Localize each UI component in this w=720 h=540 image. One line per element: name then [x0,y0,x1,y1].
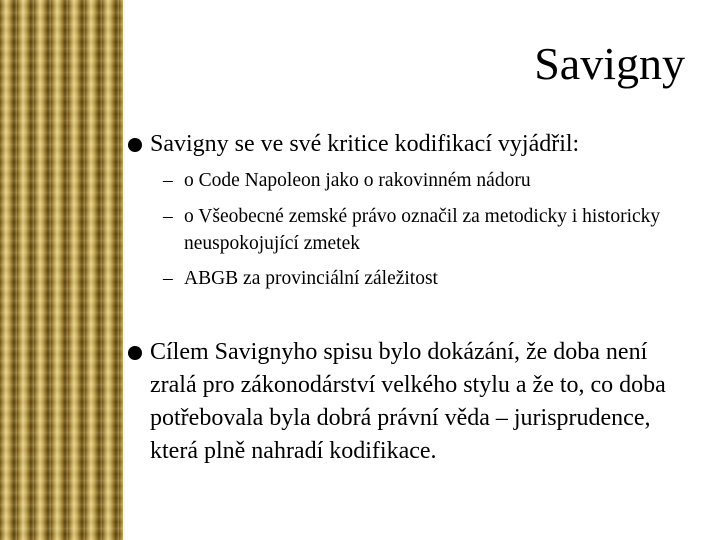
sub-item-text: ABGB za provinciální záležitost [184,268,438,289]
sub-item-1 [163,167,683,194]
bullet-item-1 [128,128,698,161]
slide-title: Savigny [534,38,685,89]
dash-marker: – [163,170,173,191]
sub-item-2 [163,203,683,257]
bullet-text: Savigny se ve své kritice kodifikací vyjádřil: [150,131,580,157]
bullet-text: Cílem Savignyho spisu bylo dokázání, že doba není zralá pro zákonodárství velkého stylu a že to, co doba potřebovala byla dobrá právní věda – jurisprudence, která plně nahradí kodifikace. [150,339,666,464]
bullet-dot-icon [128,346,142,360]
sub-item-3 [163,265,683,292]
bullet-dot-icon [128,138,142,152]
sub-item-text: o Code Napoleon jako o rakovinném nádoru [184,170,531,191]
dash-marker: – [163,206,173,227]
dash-marker: – [163,268,173,289]
sub-item-text: o Všeobecné zemské právo označil za metodicky i historicky neuspokojující zmetek [184,206,661,254]
bullet-item-2 [128,336,698,468]
decorative-gold-border [0,0,123,540]
